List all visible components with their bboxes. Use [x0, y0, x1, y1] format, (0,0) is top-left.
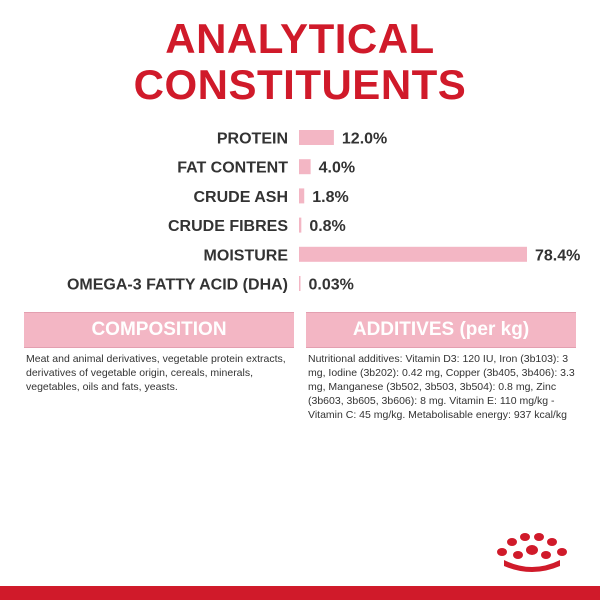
value-label: 0.03% — [308, 276, 354, 294]
category-label: CRUDE ASH — [193, 188, 288, 206]
crown-icon — [492, 528, 572, 576]
category-label: OMEGA-3 FATTY ACID (DHA) — [66, 276, 288, 294]
value-label: 78.4% — [535, 247, 581, 265]
category-label: PROTEIN — [216, 130, 288, 148]
bar — [299, 159, 311, 174]
value-label: 4.0% — [318, 159, 356, 177]
value-label: 12.0% — [341, 130, 388, 148]
category-label: FAT CONTENT — [177, 159, 288, 177]
additives-text: Nutritional additives: Vitamin D3: 120 IU, Iron (3b103): 3 mg, Iodine (3b202): 0.42 mg, Copper (3b405, 3b406): 3.3 mg, Manganese (3b502, 3b503, 3b504): 0.8 mg, Zinc (3b603, 3b605, 3b606): 8 mg. Vitamin E: 110 mg/kg - Vitamin C: 45 mg/kg. Metabolisable energy: 937 kcal/kg — [308, 353, 575, 421]
value-label: 0.8% — [309, 218, 346, 236]
bar — [299, 130, 334, 145]
additives-header: ADDITIVES (per kg) — [306, 312, 576, 348]
bar — [299, 218, 301, 233]
value-label: 1.8% — [312, 188, 349, 206]
footer-bar — [0, 586, 600, 600]
title-line-1: ANALYTICAL — [165, 15, 435, 62]
category-label: CRUDE FIBRES — [167, 218, 288, 236]
composition-text: Meat and animal derivatives, vegetable protein extracts, derivatives of vegetable origin, cereals, minerals, vegetables, oils and fats, yeasts. — [26, 353, 286, 393]
category-label: MOISTURE — [203, 247, 288, 265]
analytical-constituents-chart — [0, 120, 600, 305]
bar — [299, 188, 304, 203]
bar — [299, 276, 301, 291]
composition-header: COMPOSITION — [24, 312, 294, 348]
title-line-2: CONSTITUENTS — [133, 61, 467, 108]
bar — [299, 247, 527, 262]
